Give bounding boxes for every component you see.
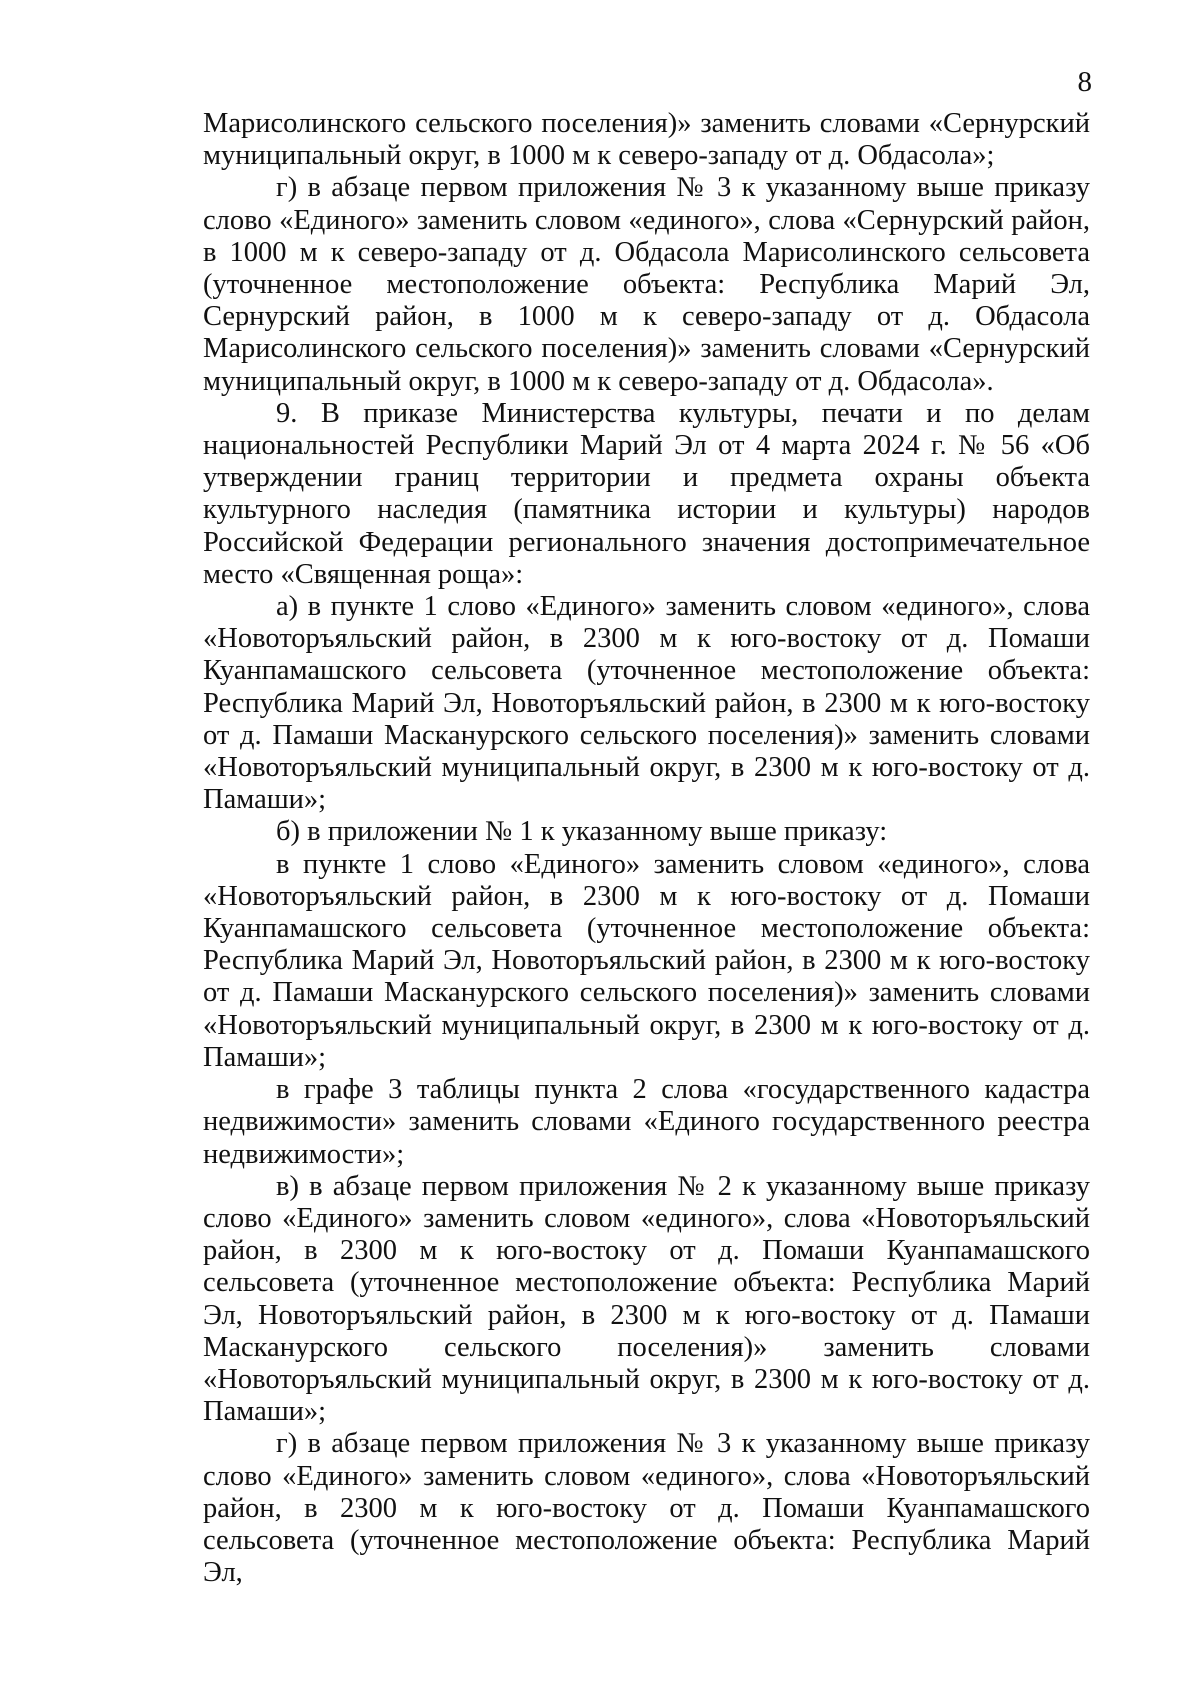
paragraph-item-g-second: г) в абзаце первом приложения № 3 к указанному выше приказу слово «Единого» заменить словом «единого», слова «Новоторъяльский район, в 2300 м к юго-востоку от д. Помаши Куанпамашского сельсовета (уточненное местоположение объекта: Республика Марий Эл,: [203, 1428, 1090, 1589]
page-number: 8: [1077, 66, 1092, 98]
paragraph-item-b: б) в приложении № 1 к указанному выше приказу:: [276, 816, 888, 848]
paragraph-item-a: а) в пункте 1 слово «Единого» заменить словом «единого», слова «Новоторъяльский район, в 2300 м к юго-востоку от д. Помаши Куанпамашского сельсовета (уточненное местоположение объекта: Республика Марий Эл, Новоторъяльский район, в 2300 м к юго-востоку от д. Памаши Масканурского сельского поселения)» заменить словами «Новоторъяльский муниципальный округ, в 2300 м к юго-востоку от д. Памаши»;: [203, 591, 1090, 816]
document-body: [203, 108, 1090, 1589]
paragraph-item-b-point-1: в пункте 1 слово «Единого» заменить словом «единого», слова «Новоторъяльский район, в 2300 м к юго-востоку от д. Помаши Куанпамашского сельсовета (уточненное местоположение объекта: Республика Марий Эл, Новоторъяльский район, в 2300 м к юго-востоку от д. Памаши Масканурского сельского поселения)» заменить словами «Новоторъяльский муниципальный округ, в 2300 м к юго-востоку от д. Памаши»;: [203, 848, 1090, 1073]
paragraph-item-b-table-column: в графе 3 таблицы пункта 2 слова «государственного кадастра недвижимости» заменить словами «Единого государственного реестра недвижимости»;: [203, 1074, 1090, 1170]
paragraph-continuation: Марисолинского сельского поселения)» заменить словами «Сернурский муниципальный округ, в 1000 м к северо-западу от д. Обдасола»;: [203, 108, 1090, 172]
paragraph-item-9: 9. В приказе Министерства культуры, печати и по делам национальностей Республики Марий Эл от 4 марта 2024 г. № 56 «Об утверждении границ территории и предмета охраны объекта культурного наследия (памятника истории и культуры) народов Российской Федерации регионального значения достопримечательное место «Священная роща»:: [203, 397, 1090, 590]
paragraph-item-v: в) в абзаце первом приложения № 2 к указанному выше приказу слово «Единого» заменить словом «единого», слова «Новоторъяльский район, в 2300 м к юго-востоку от д. Помаши Куанпамашского сельсовета (уточненное местоположение объекта: Республика Марий Эл, Новоторъяльский район, в 2300 м к юго-востоку от д. Памаши Масканурского сельского поселения)» заменить словами «Новоторъяльский муниципальный округ, в 2300 м к юго-востоку от д. Памаши»;: [203, 1170, 1090, 1428]
paragraph-item-g-first: г) в абзаце первом приложения № 3 к указанному выше приказу слово «Единого» заменить словом «единого», слова «Сернурский район, в 1000 м к северо-западу от д. Обдасола Марисолинского сельсовета (уточненное местоположение объекта: Республика Марий Эл, Сернурский район, в 1000 м к северо-западу от д. Обдасола Марисолинского сельского поселения)» заменить словами «Сернурский муниципальный округ, в 1000 м к северо-западу от д. Обдасола».: [203, 172, 1090, 397]
